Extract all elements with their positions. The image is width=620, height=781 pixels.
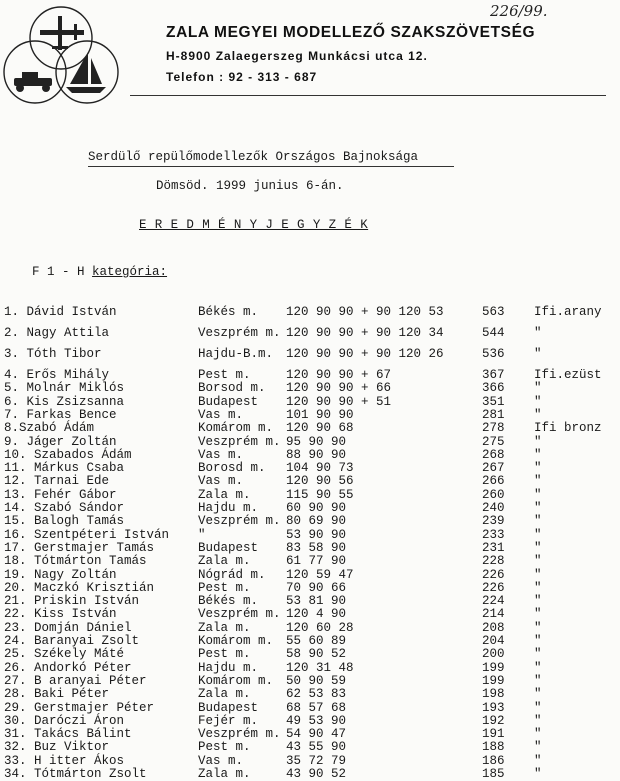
total-score: 199: [482, 673, 505, 688]
round-scores: 120 90 56: [286, 474, 354, 489]
organization-address: H-8900 Zalaegerszeg Munkácsi utca 12.: [166, 49, 428, 63]
competitor-name: 7. Farkas Bence: [4, 407, 117, 422]
competitor-club: Komárom m.: [198, 634, 274, 648]
total-score: 233: [482, 527, 505, 542]
competitor-name: 27. B aranyai Péter: [4, 673, 147, 688]
award-class: ": [534, 673, 542, 688]
round-scores: 120 90 90 + 90 120 34: [286, 326, 444, 340]
round-scores: 120 59 47: [286, 567, 354, 582]
competitor-name: 15. Balogh Tamás: [4, 514, 125, 529]
award-class: ": [534, 501, 542, 515]
competitor-name: 24. Baranyai Zsolt: [4, 634, 140, 648]
competitor-club: Vas m.: [198, 407, 244, 422]
total-score: 260: [482, 487, 505, 502]
total-score: 204: [482, 634, 505, 648]
total-score: 268: [482, 447, 505, 462]
competitor-name: 32. Buz Viktor: [4, 740, 110, 755]
award-class: ": [534, 580, 542, 595]
round-scores: 49 53 90: [286, 713, 347, 728]
title-underline: [88, 166, 454, 167]
competitor-name: 19. Nagy Zoltán: [4, 567, 117, 582]
competitor-club: Hajdu m.: [198, 660, 259, 675]
award-class: ": [534, 381, 542, 396]
competitor-club: Pest m.: [198, 647, 251, 662]
competitor-name: 2. Nagy Attila: [4, 326, 110, 340]
total-score: 224: [482, 594, 505, 609]
competitor-name: 6. Kis Zsizsanna: [4, 394, 125, 409]
round-scores: 62 53 83: [286, 687, 347, 702]
competitor-name: 4. Erős Mihály: [4, 368, 110, 382]
round-scores: 80 69 90: [286, 514, 347, 529]
organization-header: [166, 24, 535, 84]
sailboat-icon: [66, 52, 106, 93]
competitor-name: 31. Takács Bálint: [4, 727, 132, 742]
competitor-name: 30. Daróczi Áron: [4, 713, 125, 728]
round-scores: 115 90 55: [286, 487, 354, 502]
award-class: ": [534, 474, 542, 489]
competitor-name: 25. Székely Máté: [4, 647, 125, 662]
total-score: 200: [482, 647, 505, 662]
award-class: ": [534, 461, 542, 476]
award-class: ": [534, 634, 542, 648]
total-score: 239: [482, 514, 505, 529]
total-score: 536: [482, 347, 505, 361]
car-icon: [14, 72, 52, 92]
competitor-club: Veszprém m.: [198, 727, 281, 742]
award-class: ": [534, 607, 542, 622]
award-class: ": [534, 594, 542, 609]
round-scores: 53 90 90: [286, 527, 347, 542]
category-code: F 1 - H: [32, 265, 85, 279]
award-class: ": [534, 540, 542, 555]
total-score: 192: [482, 713, 505, 728]
award-class: ": [534, 447, 542, 462]
competitor-club: Komárom m.: [198, 673, 274, 688]
competitor-name: 17. Gerstmajer Tamás: [4, 540, 155, 555]
document-number: 226/99.: [490, 2, 548, 20]
competitor-club: Pest m.: [198, 580, 251, 595]
competitor-name: 12. Tarnai Ede: [4, 474, 110, 489]
total-score: 185: [482, 767, 505, 781]
total-score: 563: [482, 305, 505, 319]
competitor-name: 11. Márkus Csaba: [4, 461, 125, 476]
competitor-club: Komárom m.: [198, 421, 274, 436]
header-divider: [130, 95, 606, 96]
award-class: ": [534, 394, 542, 409]
competitor-name: 5. Molnár Miklós: [4, 381, 125, 396]
round-scores: 83 58 90: [286, 540, 347, 555]
award-class: Ifi.ezüst: [534, 368, 602, 382]
round-scores: 120 90 68: [286, 421, 354, 436]
award-class: ": [534, 434, 542, 449]
award-class: Ifi.arany: [534, 305, 602, 319]
competitor-club: Nógrád m.: [198, 567, 266, 582]
total-score: 275: [482, 434, 505, 449]
total-score: 214: [482, 607, 505, 622]
round-scores: 120 90 90 + 90 120 53: [286, 305, 444, 319]
round-scores: 101 90 90: [286, 407, 354, 422]
competitor-club: Zala m.: [198, 687, 251, 702]
round-scores: 88 90 90: [286, 447, 347, 462]
award-class: ": [534, 647, 542, 662]
competitor-club: Zala m.: [198, 554, 251, 569]
competitor-name: 8.Szabó Ádám: [4, 421, 95, 436]
competitor-club: Veszprém m.: [198, 434, 281, 449]
place-and-date: Dömsöd. 1999 junius 6-án.: [156, 179, 344, 193]
competitor-club: Zala m.: [198, 620, 251, 635]
total-score: 186: [482, 753, 505, 768]
competitor-club: Borsod m.: [198, 381, 266, 396]
category-label: kategória:: [92, 265, 168, 279]
competitor-name: 29. Gerstmajer Péter: [4, 700, 155, 715]
award-class: ": [534, 700, 542, 715]
competitor-name: 26. Andorkó Péter: [4, 660, 132, 675]
total-score: 228: [482, 554, 505, 569]
award-class: Ifi bronz: [534, 421, 602, 436]
competitor-club: Vas m.: [198, 474, 244, 489]
total-score: 367: [482, 368, 505, 382]
competitor-club: Veszprém m.: [198, 607, 281, 622]
competitor-name: 21. Priskin István: [4, 594, 140, 609]
competitor-club: Vas m.: [198, 447, 244, 462]
round-scores: 60 90 90: [286, 501, 347, 515]
total-score: 267: [482, 461, 505, 476]
award-class: ": [534, 660, 542, 675]
total-score: 226: [482, 580, 505, 595]
results-heading: E R E D M É N Y J E G Y Z É K: [139, 218, 369, 232]
organization-phone: Telefon : 92 - 313 - 687: [166, 70, 318, 84]
award-class: ": [534, 554, 542, 569]
competitor-club: Budapest: [198, 540, 259, 555]
round-scores: 55 60 89: [286, 634, 347, 648]
round-scores: 120 90 90 + 90 120 26: [286, 347, 444, 361]
award-class: ": [534, 767, 542, 781]
competitor-name: 22. Kiss István: [4, 607, 117, 622]
round-scores: 53 81 90: [286, 594, 347, 609]
competitor-club: Budapest: [198, 394, 259, 409]
total-score: 198: [482, 687, 505, 702]
award-class: ": [534, 713, 542, 728]
competitor-name: 10. Szabados Ádám: [4, 447, 132, 462]
total-score: 266: [482, 474, 505, 489]
award-class: ": [534, 527, 542, 542]
competitor-club: Zala m.: [198, 487, 251, 502]
round-scores: 120 90 90 + 51: [286, 394, 392, 409]
competitor-name: 28. Baki Péter: [4, 687, 110, 702]
round-scores: 43 90 52: [286, 767, 347, 781]
competitor-club: Budapest: [198, 700, 259, 715]
competitor-club: Fejér m.: [198, 713, 259, 728]
competitor-club: Békés m.: [198, 305, 259, 319]
organization-name: ZALA MEGYEI MODELLEZŐ SZAKSZÖVETSÉG: [166, 24, 536, 41]
competitor-name: 34. Tótmárton Zsolt: [4, 767, 147, 781]
award-class: ": [534, 407, 542, 422]
competitor-club: Vas m.: [198, 753, 244, 768]
competitor-name: 16. Szentpéteri István: [4, 527, 170, 542]
round-scores: 61 77 90: [286, 554, 347, 569]
award-class: ": [534, 753, 542, 768]
award-class: ": [534, 687, 542, 702]
competitor-club: Pest m.: [198, 368, 251, 382]
round-scores: 120 60 28: [286, 620, 354, 635]
total-score: 226: [482, 567, 505, 582]
competitor-club: Hajdu m.: [198, 501, 259, 515]
competitor-club: Veszprém m.: [198, 514, 281, 529]
total-score: 366: [482, 381, 505, 396]
round-scores: 120 31 48: [286, 660, 354, 675]
total-score: 199: [482, 660, 505, 675]
total-score: 231: [482, 540, 505, 555]
award-class: ": [534, 326, 542, 340]
round-scores: 50 90 59: [286, 673, 347, 688]
competitor-name: 20. Maczkó Krisztián: [4, 580, 155, 595]
award-class: ": [534, 347, 542, 361]
award-class: ": [534, 740, 542, 755]
award-class: ": [534, 620, 542, 635]
round-scores: 58 90 52: [286, 647, 347, 662]
competitor-name: 3. Tóth Tibor: [4, 347, 102, 361]
competitor-name: 23. Domján Dániel: [4, 620, 132, 635]
round-scores: 68 57 68: [286, 700, 347, 715]
round-scores: 43 55 90: [286, 740, 347, 755]
total-score: 240: [482, 501, 505, 515]
round-scores: 120 90 90 + 67: [286, 368, 392, 382]
competitor-name: 9. Jáger Zoltán: [4, 434, 117, 449]
round-scores: 95 90 90: [286, 434, 347, 449]
competitor-club: Borosd m.: [198, 461, 266, 476]
competitor-club: Békés m.: [198, 594, 259, 609]
competitor-name: 18. Tótmárton Tamás: [4, 554, 147, 569]
competitor-name: 13. Fehér Gábor: [4, 487, 117, 502]
competitor-club: Veszprém m.: [198, 326, 281, 340]
competitor-club: Hajdu-B.m.: [198, 347, 274, 361]
round-scores: 120 90 90 + 66: [286, 381, 392, 396]
round-scores: 120 4 90: [286, 607, 347, 622]
total-score: 544: [482, 326, 505, 340]
competitor-club: ": [198, 527, 206, 542]
category-heading: [32, 265, 167, 279]
total-score: 191: [482, 727, 505, 742]
total-score: 188: [482, 740, 505, 755]
competitor-club: Pest m.: [198, 740, 251, 755]
total-score: 281: [482, 407, 505, 422]
total-score: 208: [482, 620, 505, 635]
document-title: Serdülő repülőmodellezők Országos Bajnoksága: [88, 150, 419, 164]
award-class: ": [534, 514, 542, 529]
total-score: 278: [482, 421, 505, 436]
round-scores: 35 72 79: [286, 753, 347, 768]
award-class: ": [534, 727, 542, 742]
competitor-club: Zala m.: [198, 767, 251, 781]
total-score: 351: [482, 394, 505, 409]
total-score: 193: [482, 700, 505, 715]
award-class: ": [534, 487, 542, 502]
competitor-name: 33. H itter Ákos: [4, 753, 125, 768]
competitor-name: 14. Szabó Sándor: [4, 501, 125, 515]
competitor-name: 1. Dávid István: [4, 305, 117, 319]
round-scores: 104 90 73: [286, 461, 354, 476]
federation-logo: [2, 4, 120, 104]
round-scores: 54 90 47: [286, 727, 347, 742]
award-class: ": [534, 567, 542, 582]
round-scores: 70 90 66: [286, 580, 347, 595]
airplane-icon: [40, 16, 84, 50]
